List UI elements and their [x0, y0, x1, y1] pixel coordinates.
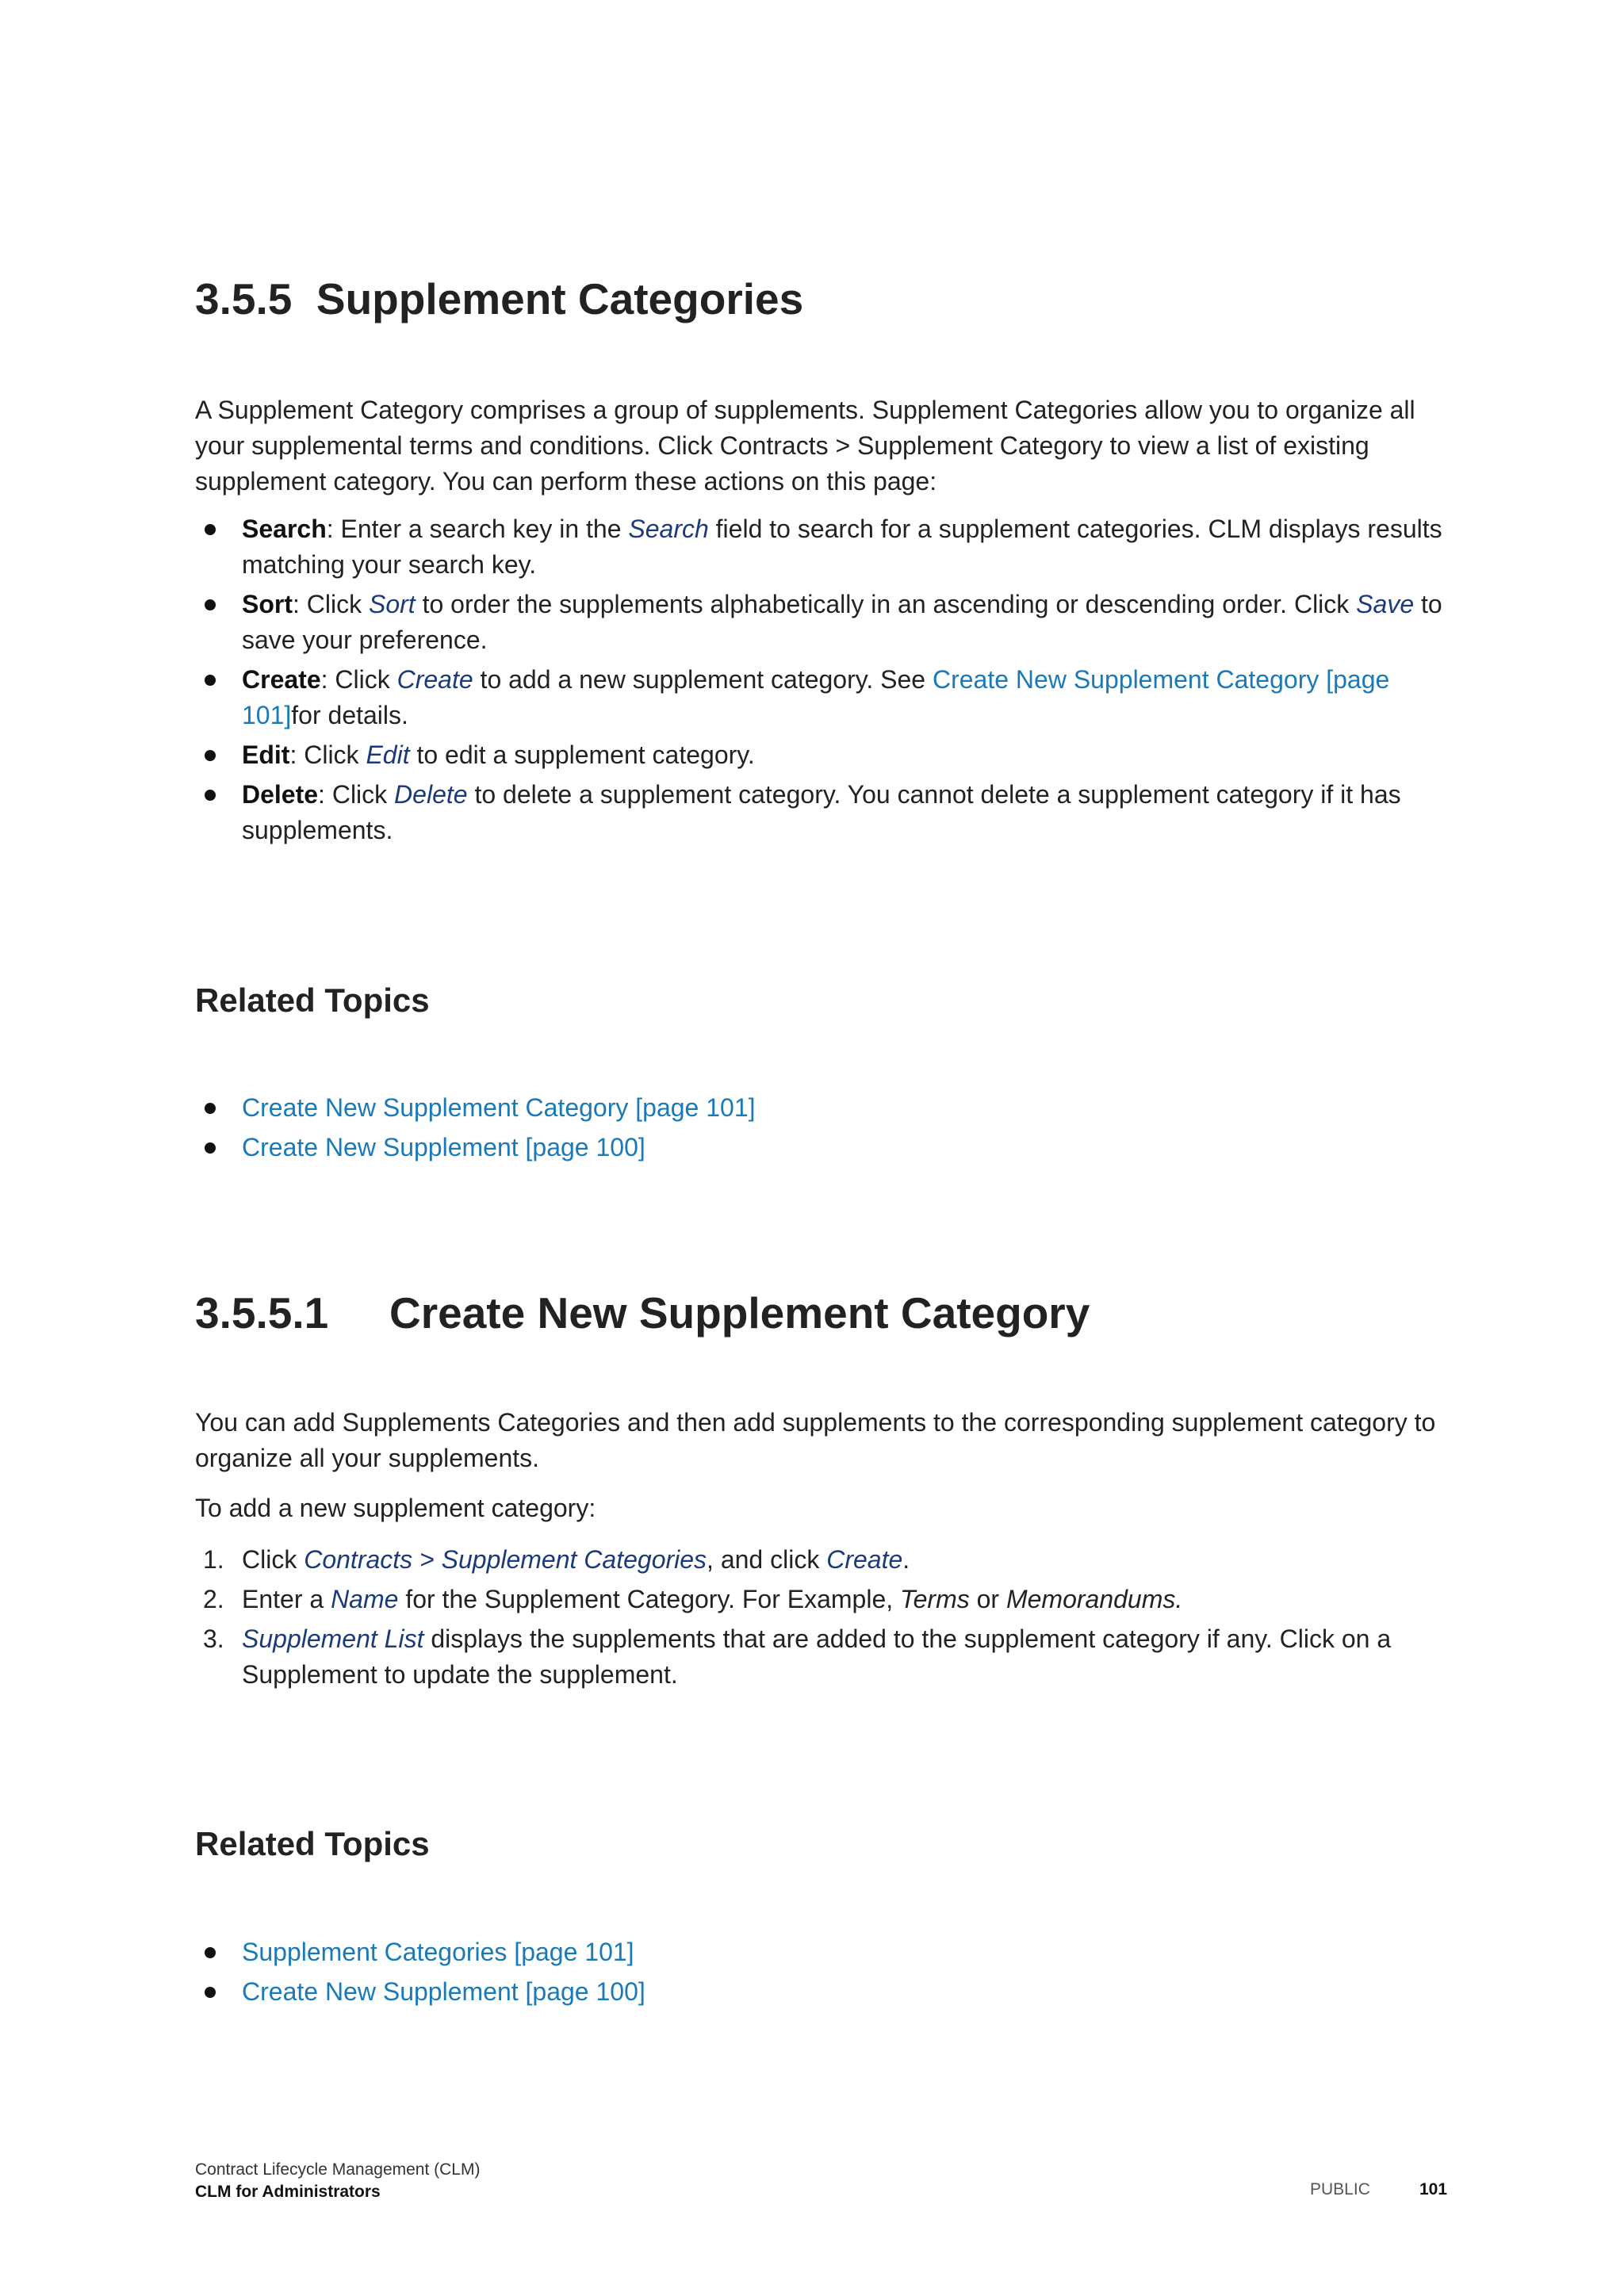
step-text: displays the supplements that are added to the supplement category if any. Click on a Supplement to update the supplement.	[242, 1624, 1392, 1689]
footer-guide-title: CLM for Administrators	[195, 2183, 381, 2201]
action-text: to edit a supplement category.	[409, 740, 755, 769]
step-text: or	[969, 1585, 1006, 1613]
action-text: to order the supplements alphabetically in an ascending or descending order. Click	[415, 590, 1357, 618]
step-text: , and click	[707, 1545, 827, 1574]
procedure-steps	[195, 1542, 1448, 1697]
ui-reference: Name	[331, 1585, 399, 1613]
step-item	[195, 1582, 1448, 1617]
action-term: Search	[242, 515, 327, 543]
related-topic-item	[195, 1934, 1448, 1970]
list-item-search	[195, 511, 1448, 583]
action-term: Create	[242, 665, 321, 694]
bullet-icon	[205, 790, 216, 801]
ui-reference: Delete	[394, 780, 468, 809]
bullet-icon	[205, 1987, 216, 1998]
example-term: Terms	[900, 1585, 970, 1613]
list-item-edit	[195, 737, 1448, 773]
bullet-icon	[205, 1142, 216, 1154]
related-topics-heading: Related Topics	[195, 982, 430, 1019]
related-topic-item	[195, 1130, 1448, 1165]
cross-reference-link[interactable]: Create New Supplement Category [page 101]	[242, 665, 1390, 729]
section-intro: You can add Supplements Categories and then add supplements to the corresponding supplement category to organize all your supplements.	[195, 1408, 1436, 1472]
section-title: Create New Supplement Category	[389, 1288, 1090, 1337]
step-number: 1.	[203, 1545, 224, 1574]
related-topic-link[interactable]: Create New Supplement [page 100]	[242, 1977, 645, 2006]
actions-list	[195, 511, 1448, 852]
list-item-create	[195, 662, 1448, 733]
action-text: : Click	[289, 740, 366, 769]
step-item	[195, 1621, 1448, 1693]
related-topic-link[interactable]: Create New Supplement Category [page 101]	[242, 1093, 756, 1122]
related-topics-list	[195, 1934, 1448, 2014]
step-text: for the Supplement Category. For Example,	[398, 1585, 901, 1613]
section-title: Supplement Categories	[316, 274, 804, 323]
related-topics-list	[195, 1090, 1448, 1169]
page-footer	[195, 2159, 480, 2203]
action-text: : Enter a search key in the	[326, 515, 629, 543]
section-intro: A Supplement Category comprises a group of supplements. Supplement Categories allow you to organize all your supplemental terms and conditions. Click Contracts > Supplement Category to view a list of existing supplement category. You can perform these actions on this page:	[195, 396, 1415, 496]
bullet-icon	[205, 750, 216, 761]
action-text: : Click	[293, 590, 369, 618]
section-heading-3551	[195, 1288, 1090, 1338]
section-heading-355	[195, 274, 803, 324]
action-term: Edit	[242, 740, 290, 769]
bullet-icon	[205, 1103, 216, 1114]
action-text: field to search for a supplement categories. CLM displays results matching your search key.	[242, 515, 1442, 579]
page-number: 101	[1419, 2180, 1448, 2198]
related-topic-item	[195, 1090, 1448, 1126]
step-text: Enter a	[242, 1585, 331, 1613]
step-text: .	[902, 1545, 910, 1574]
list-item-delete	[195, 777, 1448, 848]
action-term: Sort	[242, 590, 293, 618]
bullet-icon	[205, 1947, 216, 1958]
example-term: Memorandums.	[1005, 1585, 1183, 1613]
ui-reference: Create	[396, 665, 473, 694]
bullet-icon	[205, 524, 216, 535]
ui-reference: Create	[826, 1545, 903, 1574]
footer-classification: PUBLIC	[1310, 2180, 1370, 2198]
ui-reference: Search	[628, 515, 709, 543]
related-topic-link[interactable]: Create New Supplement [page 100]	[242, 1133, 645, 1161]
footer-product: Contract Lifecycle Management (CLM)	[195, 2160, 481, 2179]
section-number: 3.5.5.1	[195, 1288, 329, 1337]
ui-reference: Supplement List	[242, 1624, 424, 1653]
bullet-icon	[205, 675, 216, 686]
action-text: to add a new supplement category. See	[473, 665, 933, 694]
ui-reference: Save	[1356, 590, 1415, 618]
step-item	[195, 1542, 1448, 1578]
ui-reference: Contracts > Supplement Categories	[304, 1545, 707, 1574]
section-number: 3.5.5	[195, 274, 293, 323]
related-topic-link[interactable]: Supplement Categories [page 101]	[242, 1938, 634, 1966]
action-text: for details.	[291, 701, 408, 729]
step-number: 2.	[203, 1585, 224, 1613]
related-topic-item	[195, 1974, 1448, 2010]
action-text: : Click	[318, 780, 395, 809]
action-text: to save your preference.	[242, 590, 1442, 654]
action-term: Delete	[242, 780, 319, 809]
ui-reference: Edit	[366, 740, 410, 769]
ui-reference: Sort	[369, 590, 416, 618]
related-topics-heading: Related Topics	[195, 1825, 430, 1862]
list-item-sort	[195, 587, 1448, 658]
action-text: to delete a supplement category. You cannot delete a supplement category if it has supplements.	[242, 780, 1401, 844]
procedure-lead: To add a new supplement category:	[195, 1494, 596, 1522]
step-text: Click	[242, 1545, 304, 1574]
action-text: : Click	[320, 665, 397, 694]
bullet-icon	[205, 599, 216, 610]
step-number: 3.	[203, 1624, 224, 1653]
